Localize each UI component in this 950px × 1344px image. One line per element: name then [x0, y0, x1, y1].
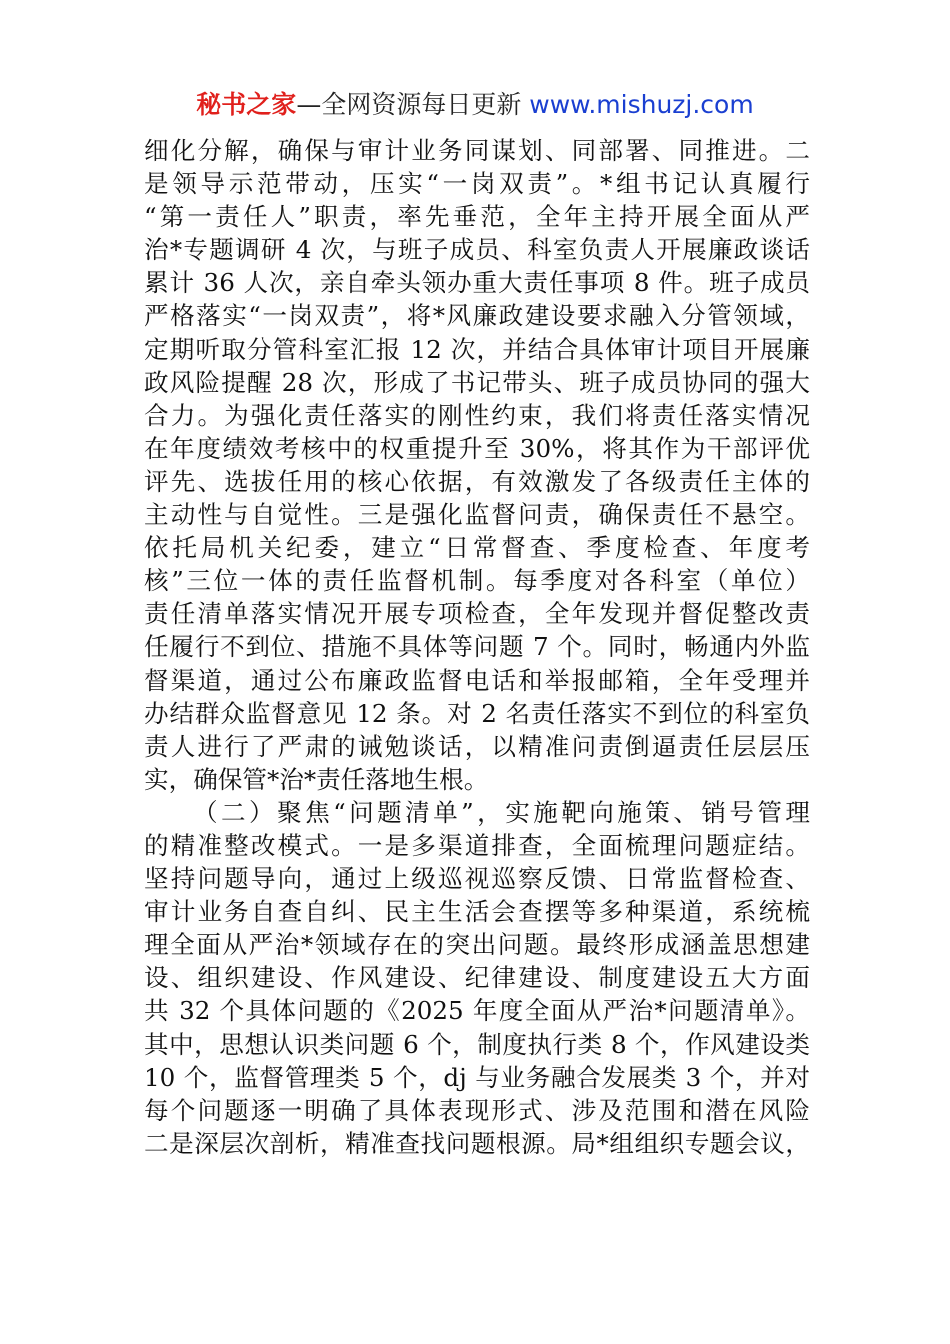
text-line: “第一责任人”职责，率先垂范，全年主持开展全面从严 [144, 202, 810, 232]
text-line-paragraph-end: 实，确保管*治*责任落地生根。 [144, 764, 489, 794]
text-line: 每个问题逐一明确了具体表现形式、涉及范围和潜在风险 [144, 1095, 810, 1125]
text-line: 政风险提醒 28 次，形成了书记带头、班子成员协同的强大 [144, 367, 810, 397]
document-body [144, 134, 810, 1160]
text-line: 主动性与自觉性。三是强化监督问责，确保责任不悬空。 [144, 500, 810, 530]
text-line: 依托局机关纪委，建立“日常督查、季度检查、年度考 [144, 533, 810, 563]
text-line: 责人进行了严肃的诫勉谈话，以精准问责倒逼责任层层压 [144, 731, 810, 761]
text-line: 二是深层次剖析，精准查找问题根源。局*组组织专题会议， [144, 1128, 810, 1158]
text-line: 10 个，监督管理类 5 个，dj 与业务融合发展类 3 个，并对 [144, 1062, 810, 1092]
text-line: 评先、选拔任用的核心依据，有效激发了各级责任主体的 [144, 466, 810, 496]
text-line: 督渠道，通过公布廉政监督电话和举报邮箱，全年受理并 [144, 665, 810, 695]
text-line: 理全面从严治*领域存在的突出问题。最终形成涵盖思想建 [144, 930, 810, 960]
site-header [0, 88, 950, 122]
text-line: 是领导示范带动，压实“一岗双责”。*组书记认真履行 [144, 169, 810, 199]
text-line: 严格落实“一岗双责”，将*风廉政建设要求融入分管领域， [144, 301, 810, 331]
text-line: 坚持问题导向，通过上级巡视巡察反馈、日常监督检查、 [144, 864, 810, 894]
text-line: 办结群众监督意见 12 条。对 2 名责任落实不到位的科室负 [144, 698, 810, 728]
brand-name: 秘书之家 [196, 90, 297, 119]
text-line: 其中，思想认识类问题 6 个，制度执行类 8 个，作风建设类 [144, 1029, 810, 1059]
text-line: 细化分解，确保与审计业务同谋划、同部署、同推进。二 [144, 136, 810, 165]
text-line: 定期听取分管科室汇报 12 次，并结合具体审计项目开展廉 [144, 334, 810, 364]
text-line: 责任清单落实情况开展专项检查，全年发现并督促整改责 [144, 599, 810, 629]
text-line: 合力。为强化责任落实的刚性约束，我们将责任落实情况 [144, 400, 810, 430]
text-line: 设、组织建设、作风建设、纪律建设、制度建设五大方面 [144, 963, 810, 993]
text-line: 的精准整改模式。一是多渠道排查，全面梳理问题症结。 [144, 830, 810, 860]
header-tagline: 全网资源每日更新 [321, 90, 522, 119]
text-line: 在年度绩效考核中的权重提升至 30%，将其作为干部评优 [144, 433, 810, 463]
text-line: 共 32 个具体问题的《2025 年度全面从严治*问题清单》。 [144, 996, 810, 1026]
text-line: 核”三位一体的责任监督机制。每季度对各科室（单位） [144, 566, 810, 596]
text-line-section-heading: （二）聚焦“问题清单”，实施靶向施策、销号管理 [193, 797, 810, 827]
text-line: 治*专题调研 4 次，与班子成员、科室负责人开展廉政谈话 [144, 235, 810, 265]
text-line: 任履行不到位、措施不具体等问题 7 个。同时，畅通内外监 [144, 632, 810, 662]
text-line: 累计 36 人次，亲自牵头领办重大责任事项 8 件。班子成员 [144, 268, 810, 298]
text-line: 审计业务自查自纠、民主生活会查摆等多种渠道，系统梳 [144, 897, 810, 927]
site-url-link[interactable]: www.mishuzj.com [529, 90, 754, 119]
header-dash: — [296, 90, 322, 119]
